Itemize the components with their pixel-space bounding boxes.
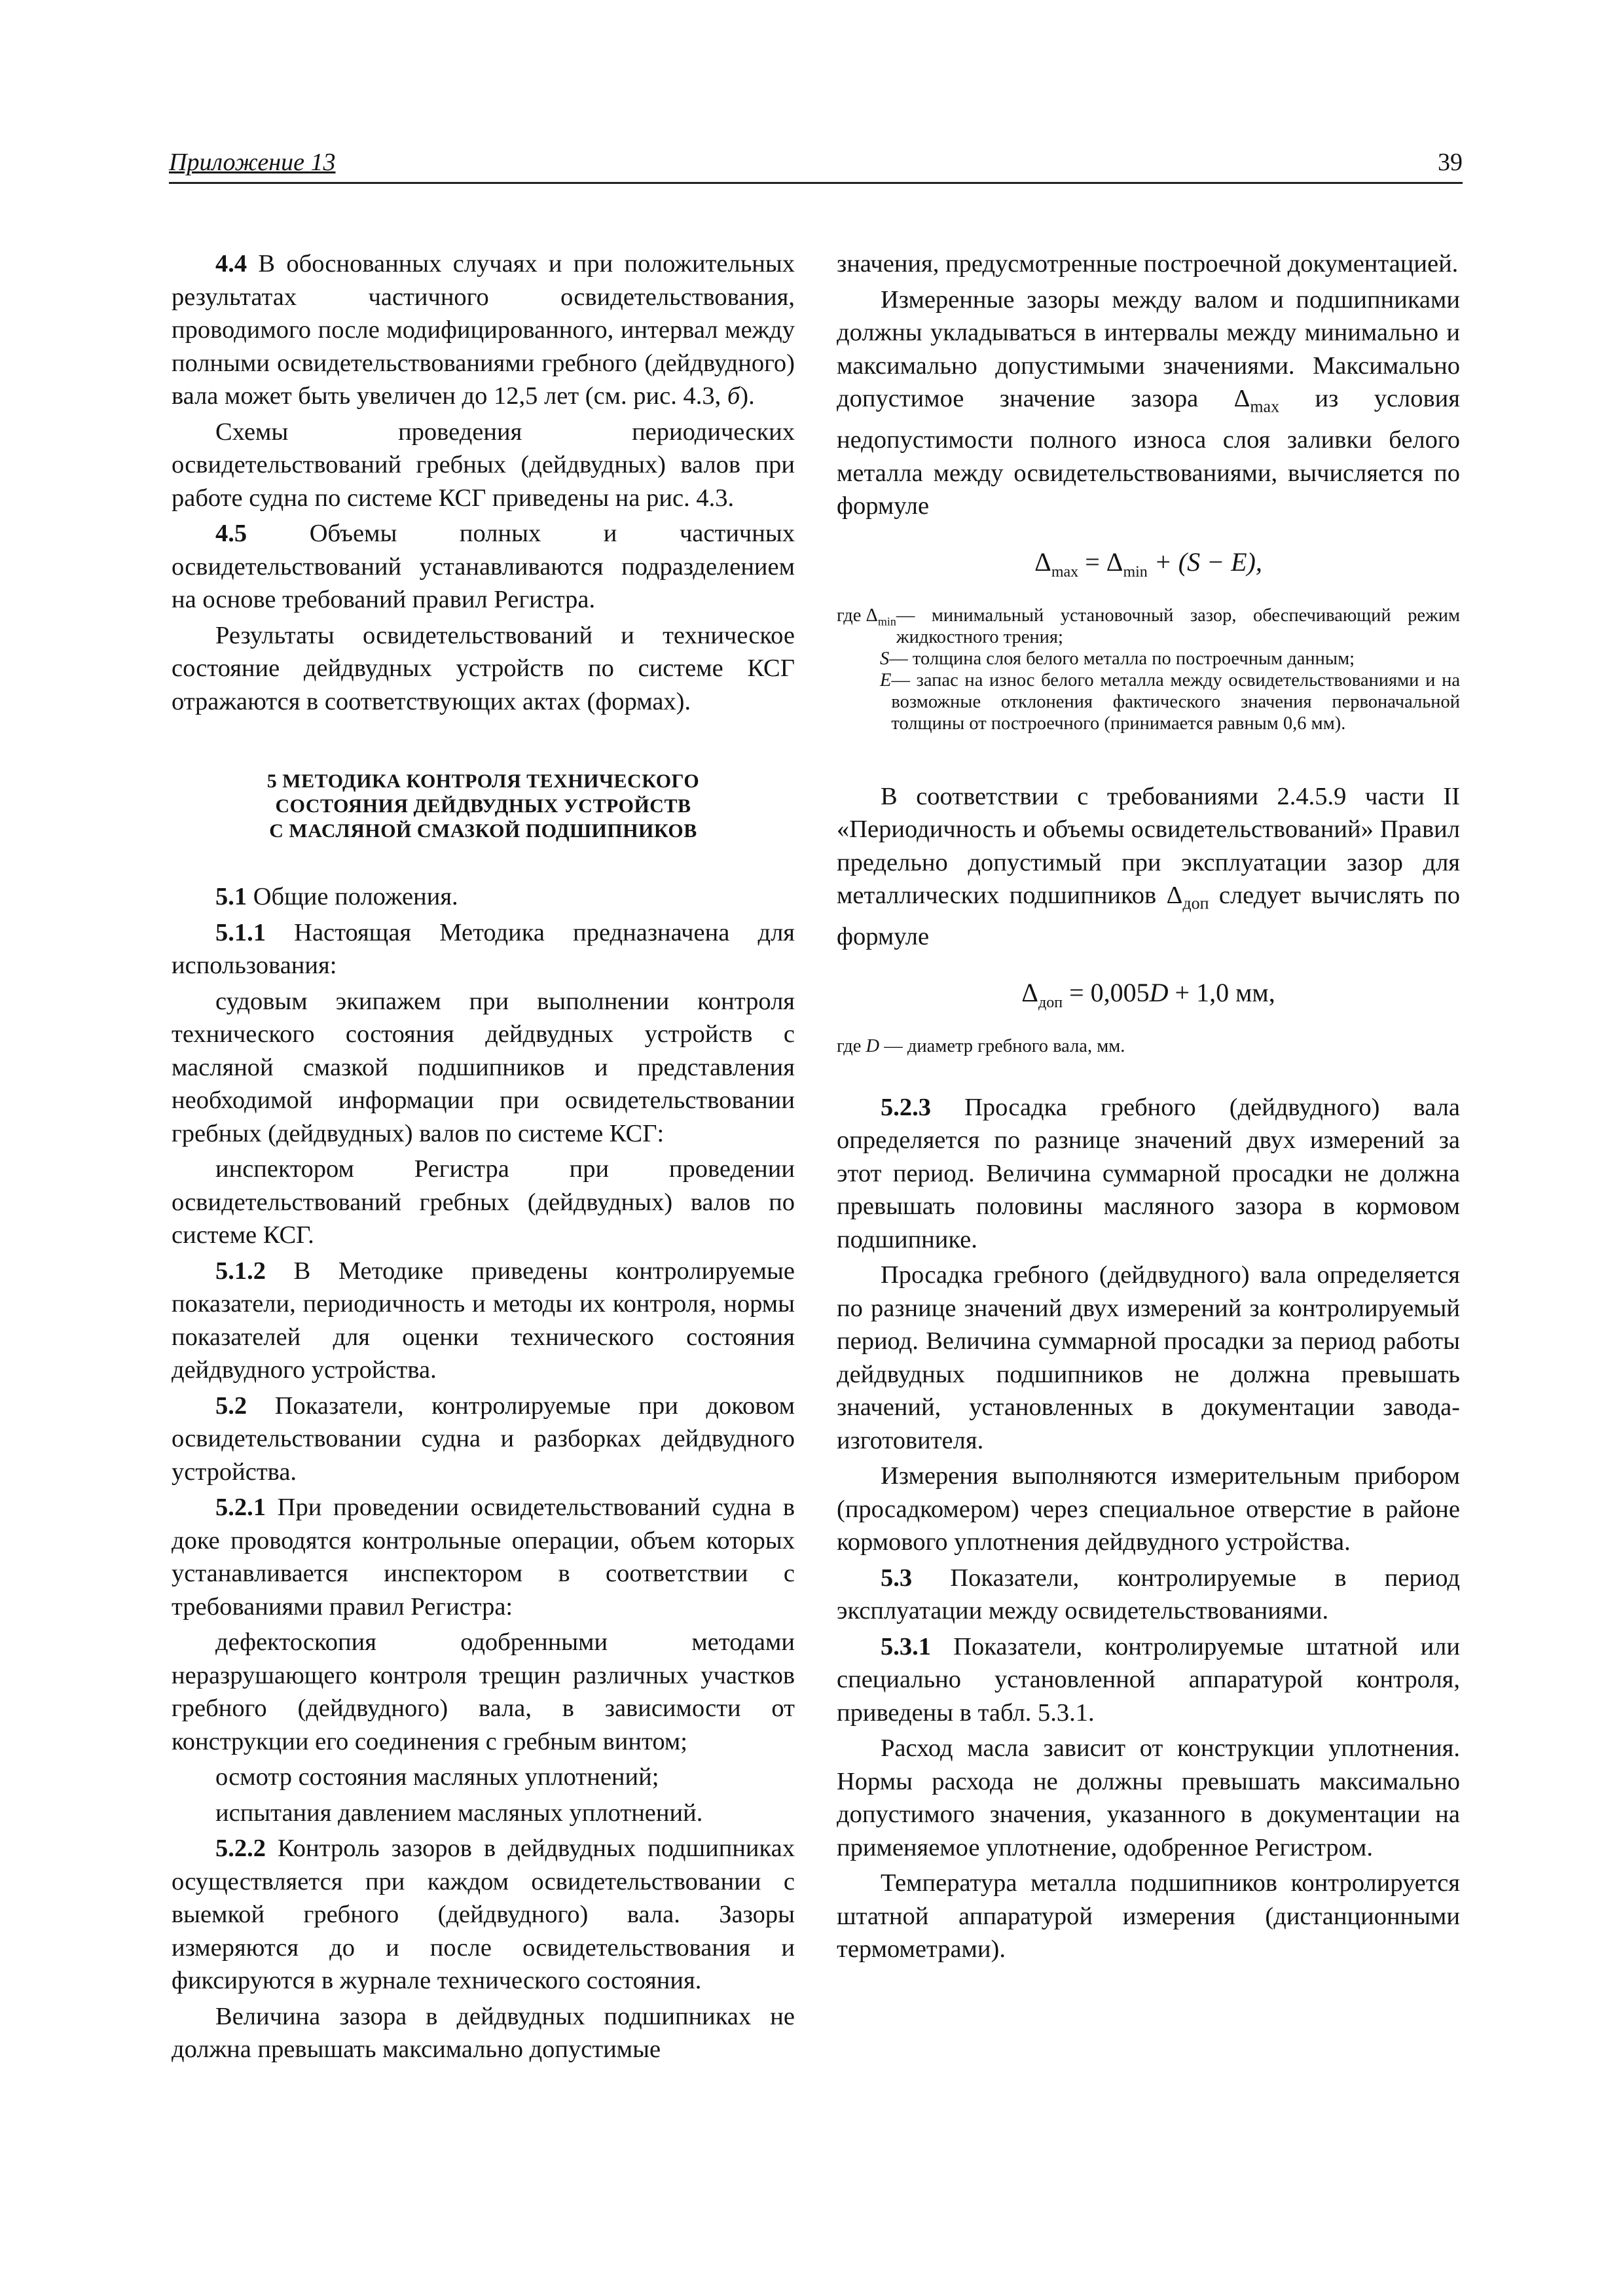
paragraph: Расход масла зависит от конструкции уплотнения. Нормы расхода не должны превышать максимально допустимого значения, указанного в документации на применяемое уплотнение, одобренное Регистром. [837, 1734, 1460, 1861]
clause-number: 4.4 [215, 250, 247, 278]
paragraph-5-1-1: 5.1.1 Настоящая Методика предназначена для использования: [172, 918, 795, 979]
paragraph: Величина зазора в дейдвудных подшипниках не должна превышать максимально допустимые [172, 2002, 795, 2063]
clause-number: 5.2.1 [215, 1494, 266, 1521]
clause-number: 5.2.2 [215, 1835, 266, 1862]
clause-number: 5.3.1 [881, 1632, 931, 1660]
paragraph: испытания давлением масляных уплотнений. [215, 1799, 703, 1827]
paragraph: Результаты освидетельствований и техническое состояние дейдвудных устройств по системе КСГ отражаются в соответствующих актах (формах). [172, 621, 795, 715]
section-heading: 5 МЕТОДИКА КОНТРОЛЯ ТЕХНИЧЕСКОГО СОСТОЯНИЯ ДЕЙДВУДНЫХ УСТРОЙСТВ С МАСЛЯНОЙ СМАЗКОЙ ПОДШИПНИКОВ [266, 770, 700, 842]
paragraph-5-2: 5.2 Показатели, контролируемые при доковом освидетельствовании судна и разборках дейдвудного устройства. [172, 1391, 795, 1486]
clause-number: 5.2 [215, 1391, 247, 1420]
clause-number: 5.3 [881, 1564, 913, 1592]
paragraph: Измерения выполняются измерительным прибором (просадкомером) через специальное отверстие в районе кормового уплотнения дейдвудного устройства. [837, 1462, 1460, 1556]
paragraph: осмотр состояния масляных уплотнений; [215, 1763, 659, 1791]
paragraph: Измеренные зазоры между валом и подшипниками должны укладываться в интервалы между минимально и максимально допустимыми значениями. Максимально допустимое значение зазора $\Delta_{max}$ из условия недопустимости полного износа слоя заливки белого металла между освидетельствованиями, вычисляется по формуле [837, 285, 1460, 520]
paragraph-5-2-2: 5.2.2 Контроль зазоров в дейдвудных подшипниках осуществляется при каждом освидетельствовании с выемкой гребного (дейдвудного) вала. Зазоры измеряются до и после освидетельствования и фиксируются в журнале технического состояния. [172, 1835, 795, 1994]
paragraph: дефектоскопия одобренными методами неразрушающего контроля трещин различных участков гребного (дейдвудного) вала, в зависимости от конструкции его соединения с гребным винтом; [172, 1628, 795, 1755]
paragraph: Температура металла подшипников контролируется штатной аппаратурой измерения (дистанционными термометрами). [837, 1869, 1460, 1964]
formula-delta-dop: $\Delta_{доп} = 0,005D + 1,0$ мм, [1021, 977, 1275, 1011]
legend-item: E — запас на износ белого металла между освидетельствованиями и на возможные отклонения фактического значения первоначальной толщины от построечного (принимается равным 0,6 мм). [880, 670, 1460, 734]
left-column [172, 247, 795, 2066]
formula-legend: где D — диаметр гребного вала, мм. [837, 1035, 1125, 1056]
legend-item: где $\Delta_{min}$ — минимальный установочный зазор, обеспечивающий режим жидкостного трения; [837, 605, 1460, 647]
paragraph-4-4: 4.4 В обоснованных случаях и при положительных результатах частичного освидетельствования, проводимого после модифицированного, интервал между полными освидетельствованиями гребного (дейдвудного) вала может быть увеличен до 12,5 лет (см. рис. 4.3, б). [172, 250, 795, 410]
paragraph-4-5: 4.5 Объемы полных и частичных освидетельствований устанавливаются подразделением на основе требований правил Регистра. [172, 520, 795, 613]
clause-number: 5.1.1 [215, 918, 266, 946]
paragraph-5-1-2: 5.1.2 В Методике приведены контролируемые показатели, периодичность и методы их контроля, нормы показателей для оценки технического состояния дейдвудного устройства. [172, 1257, 795, 1384]
paragraph: Просадка гребного (дейдвудного) вала определяется по разнице значений двух измерений за контролируемый период. Величина суммарной просадки за период работы дейдвудных подшипников не должна превышать значений, установленных в документации завода-изготовителя. [837, 1261, 1460, 1454]
formula-delta-max: $\Delta_{max} = \Delta_{min} + (S - E)$, [1034, 547, 1262, 581]
running-title: Приложение 13 [169, 149, 336, 176]
paragraph-5-3: 5.3 Показатели, контролируемые в период эксплуатации между освидетельствованиями. [837, 1564, 1460, 1625]
paragraph: значения, предусмотренные построечной документацией. [837, 250, 1459, 278]
paragraph-5-2-1: 5.2.1 При проведении освидетельствований судна в доке проводятся контрольные операции, объем которых устанавливается инспектором в соответствии с требованиями правил Регистра: [172, 1494, 795, 1621]
paragraph: инспектором Регистра при проведении освидетельствований гребных (дейдвудных) валов по системе КСГ. [172, 1155, 795, 1249]
page-number: 39 [1438, 149, 1463, 176]
clause-number: 5.2.3 [881, 1093, 931, 1121]
paragraph: В соответствии с требованиями 2.4.5.9 части II «Периодичность и объемы освидетельствований» Правил предельно допустимый при эксплуатации зазор для металлических подшипников $\Delta_{доп}$ следует вычислять по формуле [837, 782, 1460, 951]
right-column [837, 247, 1460, 1966]
legend-item: S — толщина слоя белого металла по построечным данным; [880, 648, 1355, 669]
clause-number: 5.1.2 [215, 1257, 266, 1285]
page-header [169, 145, 1463, 184]
clause-number: 4.5 [215, 520, 247, 547]
paragraph-5-2-3: 5.2.3 Просадка гребного (дейдвудного) вала определяется по разнице значений двух измерений за этот период. Величина суммарной просадки не должна превышать половины масляного зазора в кормовом подшипнике. [837, 1093, 1460, 1253]
formula-legend [837, 605, 1460, 734]
clause-number: 5.1 [215, 883, 247, 910]
paragraph: судовым экипажем при выполнении контроля технического состояния дейдвудных устройств с масляной смазкой подшипников и представления необходимой информации при освидетельствовании гребных (дейдвудных) валов по системе КСГ: [172, 987, 795, 1147]
paragraph-5-3-1: 5.3.1 Показатели, контролируемые штатной или специально установленной аппаратурой контроля, приведены в табл. 5.3.1. [837, 1632, 1460, 1727]
paragraph-5-1: 5.1 Общие положения. [215, 883, 458, 910]
paragraph: Схемы проведения периодических освидетельствований гребных (дейдвудных) валов при работе судна по системе КСГ приведены на рис. 4.3. [172, 418, 795, 512]
